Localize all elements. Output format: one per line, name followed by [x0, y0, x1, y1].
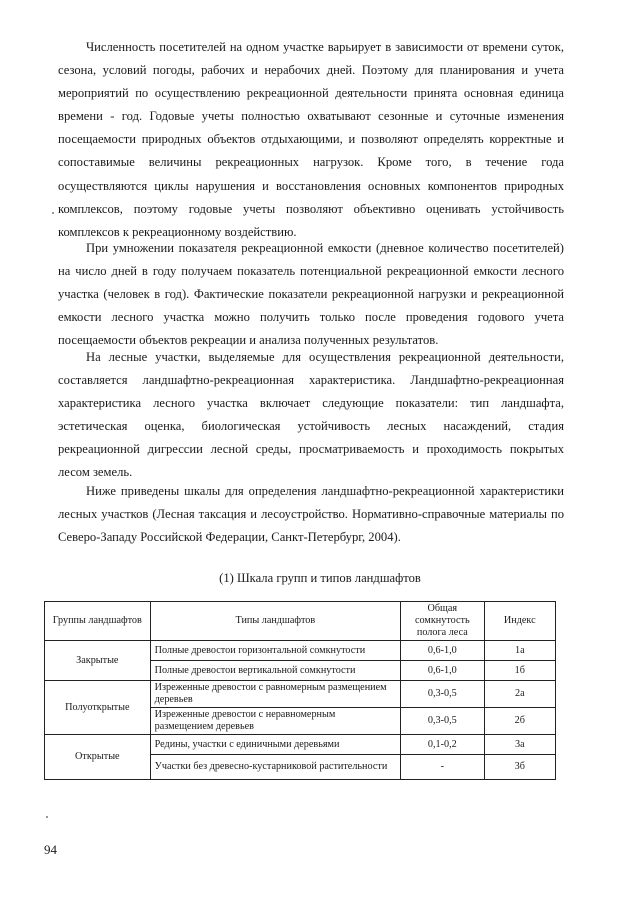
paragraph-text: На лесные участки, выделяемые для осуществления рекреационной деятельности, составляется ландшафтно-рекреационная характеристика. Ландшафтно-рекреационная характеристика лесного участка включает следующие показатели: тип ландшафта, эстетическая оценка, биологическая устойчивость лесных насаждений, стадия рекреационной дигрессии лесной среды, просматриваемость и проходимость покрытых лесом земель.	[58, 350, 564, 480]
paragraph-text: Численность посетителей на одном участке варьирует в зависимости от времени суток, сезона, условий погоды, рабочих и нерабочих дней. Поэтому для планирования и учета мероприятий по осуществлению рекреационной деятельности принята основная единица времени - год. Годовые учеты полностью охватывают сезонные и суточные изменения посещаемости природных объектов отдыхающими, и позволяют определять корректные и сопоставимые величины рекреационных нагрузок. Кроме того, в течение года осуществляются циклы нарушения и восстановления основных компонентов природных комплексов, поэтому годовые учеты позволяют объективно оценивать устойчивость комплексов к рекреационному воздействию.	[58, 40, 564, 239]
type-cell: Полные древостои вертикальной сомкнутости	[150, 661, 400, 681]
density-cell: 0,6-1,0	[401, 641, 484, 661]
header-type: Типы ландшафтов	[150, 602, 400, 641]
density-cell: 0,3-0,5	[401, 681, 484, 708]
table-header-row	[45, 602, 556, 641]
scan-speck	[46, 816, 48, 818]
paragraph	[58, 346, 564, 485]
group-cell: Открытые	[45, 735, 151, 780]
index-cell: 2а	[484, 681, 555, 708]
paragraph-text: При умножении показателя рекреационной емкости (дневное количество посетителей) на число дней в году получаем показатель потенциальной рекреационной емкости лесного участка (человек в год). Фактические показатели рекреационной нагрузки и рекреационной емкости лесного участка можно получить только после проведения годового учета посещаемости объектов рекреации и анализа полученных результатов.	[58, 241, 564, 348]
paragraph	[58, 36, 564, 244]
paragraph-text: Ниже приведены шкалы для определения ландшафтно-рекреационной характеристики лесных участков (Лесная таксация и лесоустройство. Нормативно-справочные материалы по Северо-Западу Российской Федерации, Санкт-Петербург, 2004).	[58, 484, 564, 545]
table-row	[45, 681, 556, 708]
header-density: Общая сомкнутость полога леса	[401, 602, 484, 641]
index-cell: 1а	[484, 641, 555, 661]
index-cell: 3а	[484, 735, 555, 755]
type-cell: Изреженные древостои с неравномерным размещением деревьев	[150, 708, 400, 735]
index-cell: 3б	[484, 755, 555, 780]
header-index: Индекс	[484, 602, 555, 641]
page-number: 94	[44, 842, 57, 857]
group-cell: Полуоткрытые	[45, 681, 151, 735]
table-row	[45, 735, 556, 755]
density-cell: 0,6-1,0	[401, 661, 484, 681]
type-cell: Изреженные древостои с равномерным размещением деревьев	[150, 681, 400, 708]
density-cell: 0,1-0,2	[401, 735, 484, 755]
density-cell: 0,3-0,5	[401, 708, 484, 735]
type-cell: Редины, участки с единичными деревьями	[150, 735, 400, 755]
landscape-table	[44, 601, 556, 780]
type-cell: Полные древостои горизонтальной сомкнутости	[150, 641, 400, 661]
density-cell: -	[401, 755, 484, 780]
group-cell: Закрытые	[45, 641, 151, 681]
index-cell: 1б	[484, 661, 555, 681]
scan-speck	[52, 212, 54, 214]
type-cell: Участки без древесно-кустарниковой растительности	[150, 755, 400, 780]
paragraph	[58, 237, 564, 352]
index-cell: 2б	[484, 708, 555, 735]
header-group: Группы ландшафтов	[45, 602, 151, 641]
table-row	[45, 641, 556, 661]
paragraph	[58, 480, 564, 549]
table-caption: (1) Шкала групп и типов ландшафтов	[219, 571, 421, 585]
